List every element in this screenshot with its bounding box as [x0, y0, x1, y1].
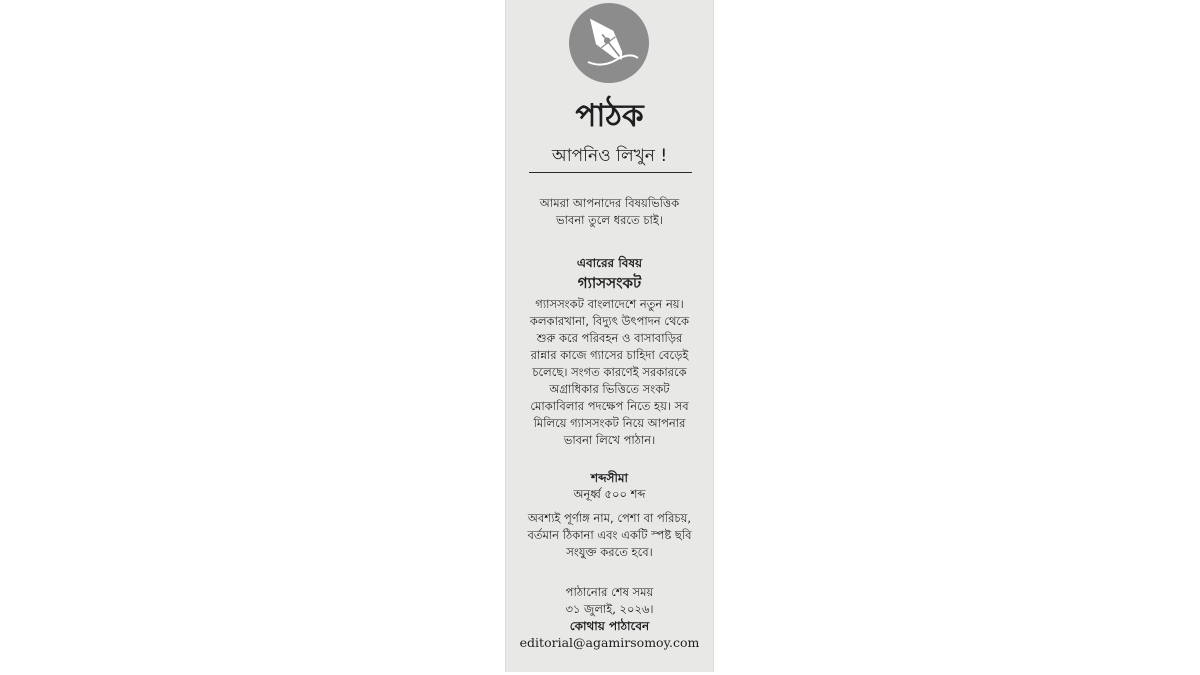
description-line: রান্নার কাজে গ্যাসের চাহিদা বেড়েই: [530, 348, 689, 362]
topic-name: গ্যাসসংকট: [577, 274, 642, 292]
description-line: অগ্রাধিকার ভিত্তিতে সংকট: [549, 382, 670, 396]
title-divider: [529, 172, 692, 173]
submission-requirements: [516, 510, 703, 561]
word-limit-value: অনূর্ধ্ব ৫০০ শব্দ: [573, 487, 646, 501]
topic-description: [516, 296, 703, 449]
page-title: পাঠক: [575, 98, 644, 134]
intro-line: আমরা আপনাদের বিষয়ভিত্তিক: [539, 196, 680, 210]
description-line: কলকারখানা, বিদ্যুৎ উৎপাদন থেকে: [529, 314, 690, 328]
requirement-line: সংযুক্ত করতে হবে।: [566, 545, 653, 559]
contact-label: কোথায় পাঠাবেন: [569, 619, 650, 633]
requirement-line: বর্তমান ঠিকানা এবং একটি স্পষ্ট ছবি: [527, 528, 692, 542]
description-line: গ্যাসসংকট বাংলাদেশে নতুন নয়।: [535, 297, 684, 311]
deadline-label: পাঠানোর শেষ সময়: [565, 585, 654, 599]
topic-label: এবারের বিষয়: [576, 256, 643, 270]
deadline: [516, 584, 703, 618]
description-line: চলেছে। সংগত কারণেই সরকারকে: [532, 365, 687, 379]
description-line: মোকাবিলার পদক্ষেপ নিতে হয়। সব: [530, 399, 689, 413]
requirement-line: অবশ্যই পূর্ণাঙ্গ নাম, পেশা বা পরিচয়,: [527, 511, 692, 525]
word-limit-label: শব্দসীমা: [590, 471, 629, 485]
intro-line: ভাবনা তুলে ধরতে চাই।: [556, 213, 663, 227]
intro-text: [516, 195, 703, 229]
description-line: ভাবনা লিখে পাঠান।: [563, 433, 656, 447]
description-line: মিলিয়ে গ্যাসসংকট নিয়ে আপনার: [533, 416, 686, 430]
contact-email[interactable]: editorial@agamirsomoy.com: [519, 635, 700, 650]
fountain-pen-nib-icon: [568, 2, 650, 84]
reader-call-column: [505, 0, 714, 672]
deadline-date: ৩১ জুলাই, ২০২৬।: [565, 602, 654, 616]
page-subtitle: আপনিও লিখুন !: [551, 146, 668, 166]
description-line: শুরু করে পরিবহন ও বাসাবাড়ির: [536, 331, 683, 345]
